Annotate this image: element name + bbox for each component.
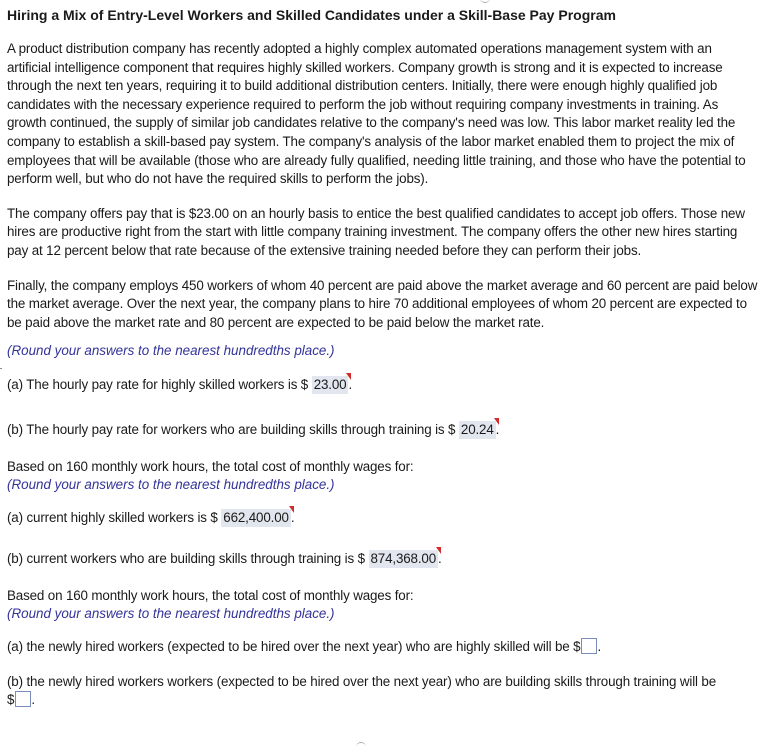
question-hourly-training <box>7 421 759 439</box>
question-monthly-current-training <box>7 550 759 568</box>
answer-value: 23.00 <box>313 377 347 393</box>
question-text: (b) The hourly pay rate for workers who are building skills through training is $ <box>7 422 456 438</box>
flag-icon <box>289 506 294 513</box>
dollar-sign: $ <box>7 692 15 708</box>
answer-value: 20.24 <box>460 422 494 438</box>
section2-intro: Based on 160 monthly work hours, the total cost of monthly wages for: <box>7 459 414 475</box>
answer-monthly-current-training[interactable] <box>369 550 439 568</box>
question-text: (b) the newly hired workers workers (expected to be hired over the next year) who are building skills through training will be <box>7 674 717 690</box>
decorative-arc <box>480 0 490 3</box>
intro-paragraph-2: The company offers pay that is $23.00 on an hourly basis to entice the best qualified candidates to accept job offers. Those new hires are productive right from the start with little company training investment. The company offers the other new hires starting pay at 12 percent below that rate because of the extensive training needed before they can perform their jobs. <box>7 205 745 258</box>
answer-hourly-training[interactable] <box>459 421 496 439</box>
problem-page <box>7 6 759 709</box>
intro-paragraph-1: A product distribution company has recently adopted a highly complex automated operations management system with an artificial intelligence component that requires highly skilled workers. Company growth is strong and it is expected to increase through the next ten years, requiring it to build additional distribution centers. Initially, there were enough highly qualified job candidates with the necessary experience required to perform the job without requiring company investments in training. As growth continued, the supply of similar job candidates relative to the company's need was low. This labor market reality led the company to establish a skill-based pay system. The company's analysis of the labor market enabled them to project the mix of employees that will be available (those who are already fully qualified, needing little training, and those who have the potential to perform well, but who do not have the required skills to perform the jobs). <box>7 41 746 187</box>
section3-intro: Based on 160 monthly work hours, the total cost of monthly wages for: <box>7 588 414 604</box>
question-text: (a) the newly hired workers (expected to be hired over the next year) who are highly skilled will be $ <box>7 639 581 655</box>
input-monthly-new-training[interactable] <box>15 691 31 707</box>
answer-value: 874,368.00 <box>370 551 437 567</box>
question-hourly-skilled <box>7 376 759 394</box>
input-monthly-new-skilled[interactable] <box>581 638 597 654</box>
rounding-hint: (Round your answers to the nearest hundredths place.) <box>7 343 335 359</box>
decorative-edge-mark <box>0 358 2 369</box>
answer-line-new-training <box>7 691 759 709</box>
section3-hint: (Round your answers to the nearest hundredths place.) <box>7 606 335 622</box>
period: . <box>348 377 353 393</box>
question-monthly-new-training <box>7 673 759 691</box>
problem-title: Hiring a Mix of Entry-Level Workers and Skilled Candidates under a Skill-Base Pay Program <box>7 7 616 23</box>
section2-hint: (Round your answers to the nearest hundredths place.) <box>7 477 335 493</box>
flag-icon <box>494 418 499 425</box>
question-monthly-current-skilled <box>7 509 759 527</box>
period: . <box>597 639 602 655</box>
period: . <box>290 510 295 526</box>
intro-paragraph-3: Finally, the company employs 450 workers of whom 40 percent are paid above the market average and 60 percent are paid below the market average. Over the next year, the company plans to hire 70 additional employees of whom 20 percent are expected to be paid above the market rate and 80 percent are expected to be paid below the market rate. <box>7 277 758 330</box>
question-text: (a) current highly skilled workers is $ <box>7 510 218 526</box>
answer-hourly-skilled[interactable] <box>312 376 349 394</box>
answer-value: 662,400.00 <box>223 510 289 526</box>
period: . <box>31 692 35 708</box>
answer-monthly-current-skilled[interactable] <box>221 509 291 527</box>
flag-icon <box>346 373 351 380</box>
question-monthly-new-skilled <box>7 638 759 656</box>
flag-icon <box>436 547 441 554</box>
period: . <box>495 422 500 438</box>
period: . <box>438 551 442 567</box>
question-text: (a) The hourly pay rate for highly skilled workers is $ <box>7 377 309 393</box>
question-text: (b) current workers who are building skills through training is $ <box>7 551 365 567</box>
